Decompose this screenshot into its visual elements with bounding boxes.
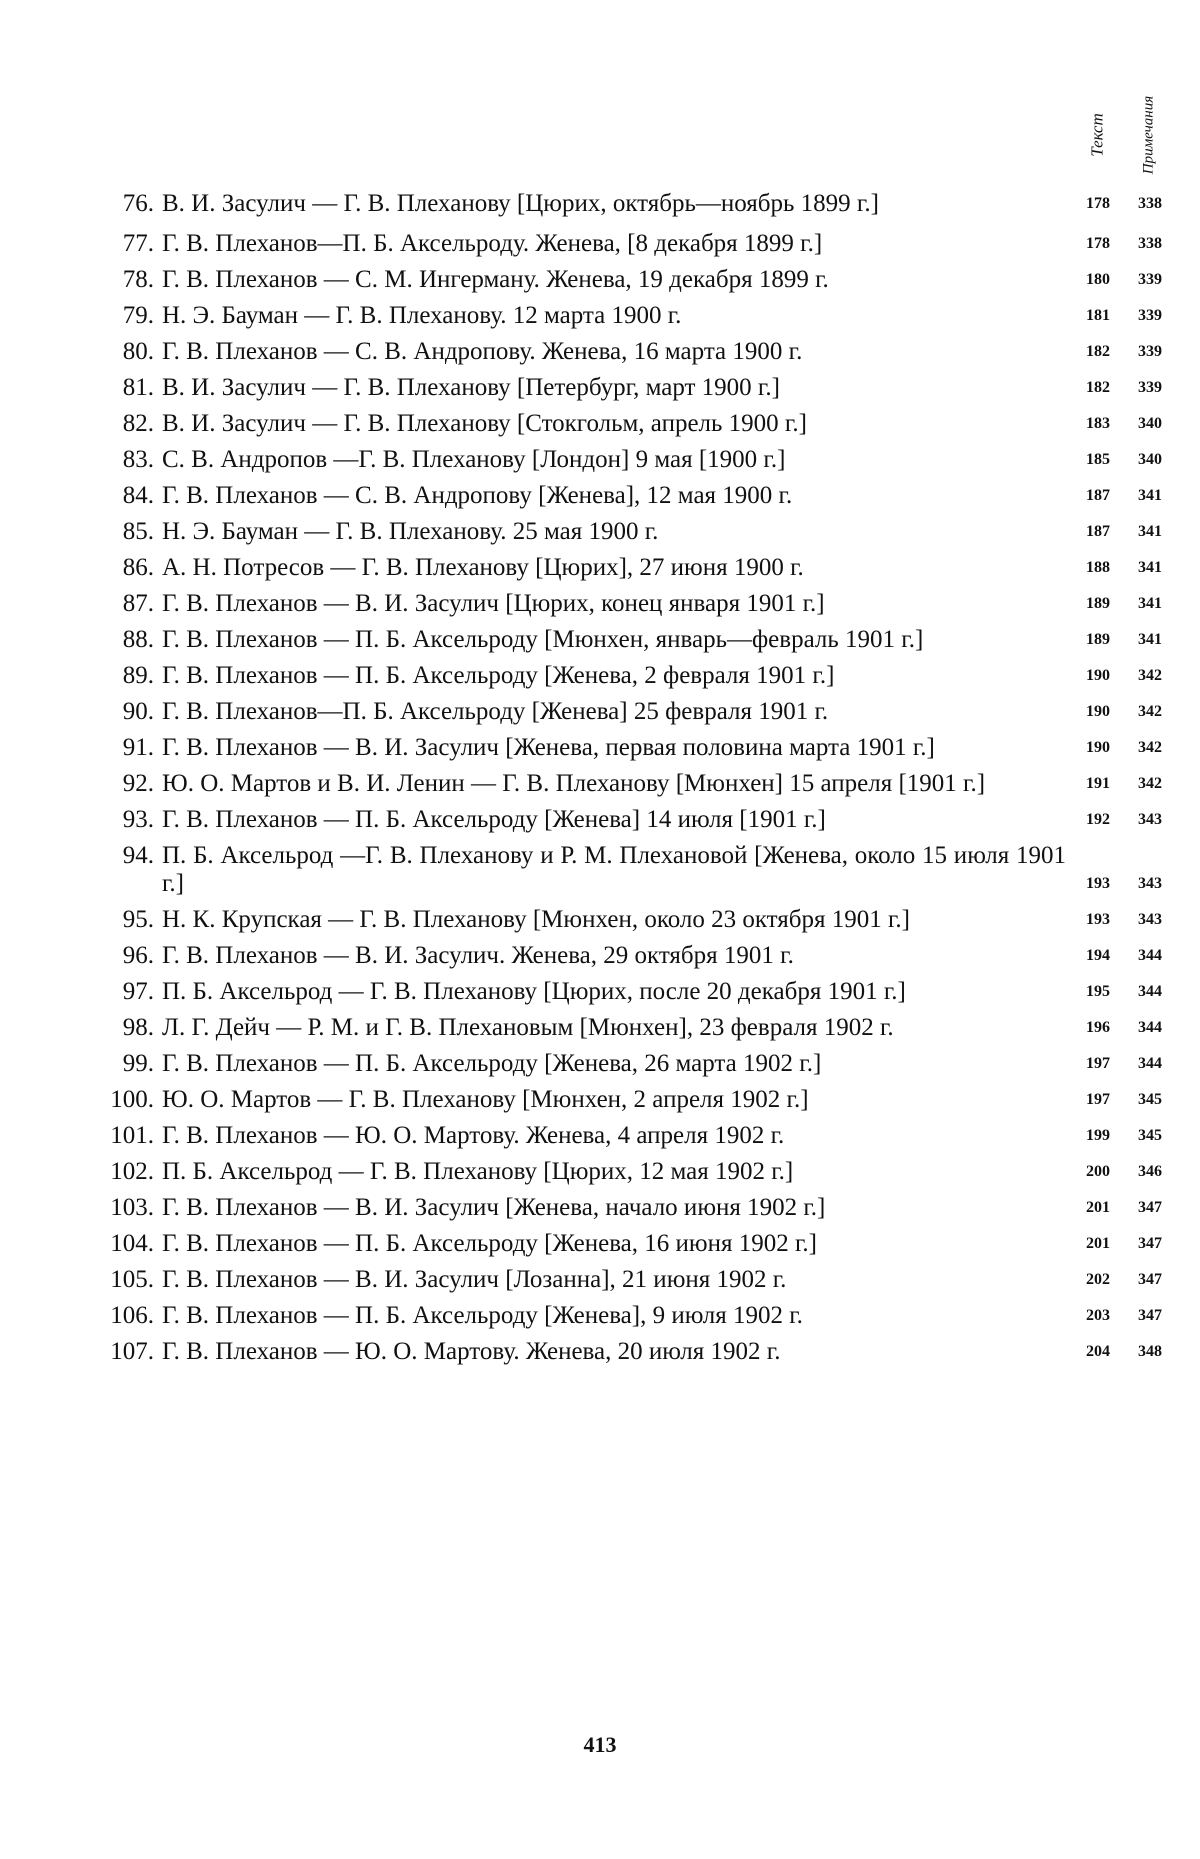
entry-number: 91. <box>122 734 154 761</box>
entry-title-text: В. И. Засулич — Г. В. Плеханову [Стокгольм, апрель 1900 г.] <box>162 410 807 437</box>
column-headers <box>1075 90 1185 180</box>
contents-entry <box>80 590 1180 618</box>
entry-text-page: 182 <box>1086 379 1110 396</box>
entry-title-text: Ю. О. Мартов — Г. В. Плеханову [Мюнхен, 2 апреля 1902 г.] <box>162 1086 809 1113</box>
entry-number: 77. <box>122 230 154 257</box>
entry-notes-page: 341 <box>1138 595 1162 612</box>
entry-text-page: 183 <box>1086 415 1110 432</box>
entry-number: 89. <box>122 662 154 689</box>
contents-entry <box>80 1050 1180 1078</box>
contents-entry <box>80 1122 1180 1150</box>
entry-title <box>162 518 1072 546</box>
entry-title <box>162 806 1072 834</box>
entry-notes-page: 338 <box>1138 195 1162 212</box>
entry-title-text: Г. В. Плеханов—П. Б. Аксельроду [Женева] 25 февраля 1901 г. <box>162 698 829 725</box>
entry-notes-page: 339 <box>1138 379 1162 396</box>
contents-entry <box>80 942 1180 970</box>
entry-title-text: Г. В. Плеханов — В. И. Засулич [Женева, первая половина марта 1901 г.] <box>162 734 935 761</box>
entry-title <box>162 1266 1072 1294</box>
entry-title <box>162 410 1072 438</box>
entry-number: 104. <box>110 1230 154 1257</box>
contents-entry <box>80 842 1180 898</box>
entry-text-page: 185 <box>1086 451 1110 468</box>
entry-number: 107. <box>110 1338 154 1365</box>
entry-title <box>162 1338 1072 1366</box>
entry-title-text: П. Б. Аксельрод — Г. В. Плеханову [Цюрих, после 20 декабря 1901 г.] <box>162 978 906 1005</box>
entry-title-text: Г. В. Плеханов — С. М. Ингерману. Женева, 19 декабря 1899 г. <box>162 266 829 293</box>
entry-text-page: 203 <box>1086 1307 1110 1324</box>
entry-text-page: 190 <box>1086 739 1110 756</box>
entry-title-text: П. Б. Аксельрод — Г. В. Плеханову [Цюрих, 12 мая 1902 г.] <box>162 1158 794 1185</box>
entry-text-page: 189 <box>1086 595 1110 612</box>
contents-entry <box>80 698 1180 726</box>
entry-notes-page: 343 <box>1138 811 1162 828</box>
entry-title-text: Г. В. Плеханов — П. Б. Аксельроду [Женева, 26 марта 1902 г.] <box>162 1050 822 1077</box>
entry-title <box>162 1194 1072 1222</box>
entry-title <box>162 266 1072 294</box>
entry-number: 92. <box>122 770 154 797</box>
entry-title <box>162 554 1072 582</box>
contents-entry <box>80 374 1180 402</box>
entry-number: 96. <box>122 942 154 969</box>
entry-notes-page: 341 <box>1138 487 1162 504</box>
contents-entry <box>80 1302 1180 1330</box>
entry-notes-page: 344 <box>1138 947 1162 964</box>
column-header-notes-label: Примечания <box>1140 95 1157 175</box>
entry-title-text: Г. В. Плеханов — П. Б. Аксельроду [Женева, 2 февраля 1901 г.] <box>162 662 835 689</box>
entry-number: 81. <box>122 374 154 401</box>
entry-title-text: П. Б. Аксельрод —Г. В. Плеханову и Р. М. Плехановой [Женева, около 15 июля 1901 г.] <box>162 842 1066 897</box>
contents-entry <box>80 806 1180 834</box>
entry-notes-page: 344 <box>1138 1019 1162 1036</box>
entry-title <box>162 942 1072 970</box>
contents-entry <box>80 978 1180 1006</box>
entry-title-text: Г. В. Плеханов — С. В. Андропову [Женева], 12 мая 1900 г. <box>162 482 793 509</box>
entry-notes-page: 339 <box>1138 343 1162 360</box>
entry-notes-page: 347 <box>1138 1307 1162 1324</box>
entry-title <box>162 338 1072 366</box>
entry-text-page: 188 <box>1086 559 1110 576</box>
entry-notes-page: 338 <box>1138 235 1162 252</box>
contents-entry <box>80 338 1180 366</box>
page-number: 413 <box>583 1732 617 1757</box>
entry-number: 93. <box>122 806 154 833</box>
entry-notes-page: 342 <box>1138 667 1162 684</box>
entry-notes-page: 347 <box>1138 1235 1162 1252</box>
entry-title-text: С. В. Андропов —Г. В. Плеханову [Лондон] 9 мая [1900 г.] <box>162 446 786 473</box>
entry-text-page: 182 <box>1086 343 1110 360</box>
contents-entry <box>80 482 1180 510</box>
entry-number: 99. <box>122 1050 154 1077</box>
entry-title <box>162 230 1072 258</box>
entry-title-text: Г. В. Плеханов — П. Б. Аксельроду [Женева], 9 июля 1902 г. <box>162 1302 803 1329</box>
entry-notes-page: 347 <box>1138 1271 1162 1288</box>
entry-title-text: Г. В. Плеханов — С. В. Андропову. Женева, 16 марта 1900 г. <box>162 338 803 365</box>
entry-text-page: 200 <box>1086 1163 1110 1180</box>
entry-number: 100. <box>110 1086 154 1113</box>
entry-text-page: 195 <box>1086 983 1110 1000</box>
entry-number: 80. <box>122 338 154 365</box>
contents-entry <box>80 1194 1180 1222</box>
contents-entry <box>80 410 1180 438</box>
entry-notes-page: 342 <box>1138 739 1162 756</box>
entry-title <box>162 1050 1072 1078</box>
entry-notes-page: 341 <box>1138 523 1162 540</box>
contents-entry <box>80 302 1180 330</box>
entry-title-text: Г. В. Плеханов — В. И. Засулич [Цюрих, конец января 1901 г.] <box>162 590 825 617</box>
entry-title <box>162 1158 1072 1186</box>
entry-title-text: Н. К. Крупская — Г. В. Плеханову [Мюнхен, около 23 октября 1901 г.] <box>162 906 910 933</box>
entry-notes-page: 340 <box>1138 451 1162 468</box>
entry-title-text: Г. В. Плеханов — В. И. Засулич [Лозанна], 21 июня 1902 г. <box>162 1266 787 1293</box>
contents-entry <box>80 230 1180 258</box>
entry-title <box>162 770 1072 798</box>
entry-number: 76. <box>122 190 154 217</box>
contents-entry <box>80 1230 1180 1258</box>
entry-number: 78. <box>122 266 154 293</box>
entry-title <box>162 482 1072 510</box>
entry-text-page: 201 <box>1086 1235 1110 1252</box>
entry-title <box>162 626 1072 654</box>
contents-entry <box>80 190 1180 218</box>
contents-entry <box>80 734 1180 762</box>
entry-title <box>162 374 1072 402</box>
entry-title-text: Г. В. Плеханов — В. И. Засулич. Женева, 29 октября 1901 г. <box>162 942 794 969</box>
entry-number: 88. <box>122 626 154 653</box>
contents-entry <box>80 446 1180 474</box>
entry-notes-page: 339 <box>1138 271 1162 288</box>
contents-list <box>80 182 1180 1366</box>
contents-entry <box>80 770 1180 798</box>
entry-title-text: В. И. Засулич — Г. В. Плеханову [Петербург, март 1900 г.] <box>162 374 780 401</box>
entry-text-page: 193 <box>1086 875 1110 892</box>
column-header-notes <box>1127 90 1171 180</box>
entry-notes-page: 347 <box>1138 1199 1162 1216</box>
entry-number: 106. <box>110 1302 154 1329</box>
entry-number: 79. <box>122 302 154 329</box>
entry-title <box>162 302 1072 330</box>
entry-number: 87. <box>122 590 154 617</box>
entry-notes-page: 341 <box>1138 631 1162 648</box>
entry-number: 97. <box>122 978 154 1005</box>
entry-title <box>162 906 1072 934</box>
entry-text-page: 180 <box>1086 271 1110 288</box>
contents-entry <box>80 554 1180 582</box>
entry-number: 105. <box>110 1266 154 1293</box>
entry-notes-page: 343 <box>1138 911 1162 928</box>
entry-text-page: 197 <box>1086 1055 1110 1072</box>
column-header-text <box>1075 90 1119 180</box>
contents-entry <box>80 518 1180 546</box>
entry-title-text: Г. В. Плеханов — В. И. Засулич [Женева, начало июня 1902 г.] <box>162 1194 826 1221</box>
entry-title <box>162 978 1072 1006</box>
entry-text-page: 187 <box>1086 523 1110 540</box>
entry-text-page: 193 <box>1086 911 1110 928</box>
contents-entry <box>80 1158 1180 1186</box>
entry-text-page: 187 <box>1086 487 1110 504</box>
contents-entry <box>80 1266 1180 1294</box>
entry-title-text: Н. Э. Бауман — Г. В. Плеханову. 25 мая 1900 г. <box>162 518 659 545</box>
entry-notes-page: 346 <box>1138 1163 1162 1180</box>
entry-text-page: 181 <box>1086 307 1110 324</box>
entry-title-text: Л. Г. Дейч — Р. М. и Г. В. Плехановым [Мюнхен], 23 февраля 1902 г. <box>162 1014 894 1041</box>
entry-title <box>162 1230 1072 1258</box>
entry-text-page: 202 <box>1086 1271 1110 1288</box>
entry-title <box>162 1014 1072 1042</box>
entry-title <box>162 190 1072 218</box>
entry-title <box>162 842 1072 898</box>
entry-number: 101. <box>110 1122 154 1149</box>
entry-text-page: 204 <box>1086 1343 1110 1360</box>
entry-title-text: Г. В. Плеханов — Ю. О. Мартову. Женева, 4 апреля 1902 г. <box>162 1122 785 1149</box>
entry-title <box>162 698 1072 726</box>
entry-title <box>162 1302 1072 1330</box>
entry-text-page: 178 <box>1086 235 1110 252</box>
entry-number: 98. <box>122 1014 154 1041</box>
entry-notes-page: 344 <box>1138 983 1162 1000</box>
entry-notes-page: 344 <box>1138 1055 1162 1072</box>
entry-text-page: 194 <box>1086 947 1110 964</box>
entry-notes-page: 345 <box>1138 1091 1162 1108</box>
entry-title-text: В. И. Засулич — Г. В. Плеханову [Цюрих, октябрь—ноябрь 1899 г.] <box>162 190 879 217</box>
contents-entry <box>80 1338 1180 1366</box>
contents-entry <box>80 266 1180 294</box>
contents-entry <box>80 906 1180 934</box>
entry-number: 95. <box>122 906 154 933</box>
entry-text-page: 190 <box>1086 667 1110 684</box>
entry-text-page: 197 <box>1086 1091 1110 1108</box>
entry-title <box>162 1122 1072 1150</box>
entry-notes-page: 348 <box>1138 1343 1162 1360</box>
entry-number: 94. <box>122 842 154 869</box>
entry-number: 83. <box>122 446 154 473</box>
entry-text-page: 190 <box>1086 703 1110 720</box>
entry-title-text: Н. Э. Бауман — Г. В. Плеханову. 12 марта 1900 г. <box>162 302 682 329</box>
entry-number: 90. <box>122 698 154 725</box>
entry-title-text: А. Н. Потресов — Г. В. Плеханову [Цюрих], 27 июня 1900 г. <box>162 554 804 581</box>
entry-title-text: Г. В. Плеханов—П. Б. Аксельроду. Женева, [8 декабря 1899 г.] <box>162 230 823 257</box>
entry-number: 102. <box>110 1158 154 1185</box>
entry-title <box>162 662 1072 690</box>
contents-entry <box>80 662 1180 690</box>
entry-number: 85. <box>122 518 154 545</box>
entry-text-page: 191 <box>1086 775 1110 792</box>
entry-title <box>162 446 1072 474</box>
entry-title-text: Г. В. Плеханов — П. Б. Аксельроду [Мюнхен, январь—февраль 1901 г.] <box>162 626 924 653</box>
entry-title-text: Г. В. Плеханов — П. Б. Аксельроду [Женева, 16 июня 1902 г.] <box>162 1230 817 1257</box>
entry-number: 86. <box>122 554 154 581</box>
contents-entry <box>80 1014 1180 1042</box>
entry-notes-page: 340 <box>1138 415 1162 432</box>
entry-number: 103. <box>110 1194 154 1221</box>
entry-title <box>162 734 1072 762</box>
entry-notes-page: 345 <box>1138 1127 1162 1144</box>
entry-text-page: 196 <box>1086 1019 1110 1036</box>
entry-notes-page: 342 <box>1138 775 1162 792</box>
column-header-text-label: Текст <box>1087 113 1107 157</box>
entry-title-text: Ю. О. Мартов и В. И. Ленин — Г. В. Плеханову [Мюнхен] 15 апреля [1901 г.] <box>162 770 986 797</box>
entry-text-page: 201 <box>1086 1199 1110 1216</box>
contents-entry <box>80 1086 1180 1114</box>
entry-notes-page: 339 <box>1138 307 1162 324</box>
entry-title <box>162 590 1072 618</box>
entry-number: 84. <box>122 482 154 509</box>
entry-text-page: 199 <box>1086 1127 1110 1144</box>
entry-notes-page: 342 <box>1138 703 1162 720</box>
entry-number: 82. <box>122 410 154 437</box>
entry-notes-page: 341 <box>1138 559 1162 576</box>
entry-text-page: 178 <box>1086 195 1110 212</box>
entry-notes-page: 343 <box>1138 875 1162 892</box>
entry-text-page: 189 <box>1086 631 1110 648</box>
entry-text-page: 192 <box>1086 811 1110 828</box>
entry-title-text: Г. В. Плеханов — Ю. О. Мартову. Женева, 20 июля 1902 г. <box>162 1338 781 1365</box>
contents-entry <box>80 626 1180 654</box>
entry-title-text: Г. В. Плеханов — П. Б. Аксельроду [Женева] 14 июля [1901 г.] <box>162 806 826 833</box>
entry-title <box>162 1086 1072 1114</box>
